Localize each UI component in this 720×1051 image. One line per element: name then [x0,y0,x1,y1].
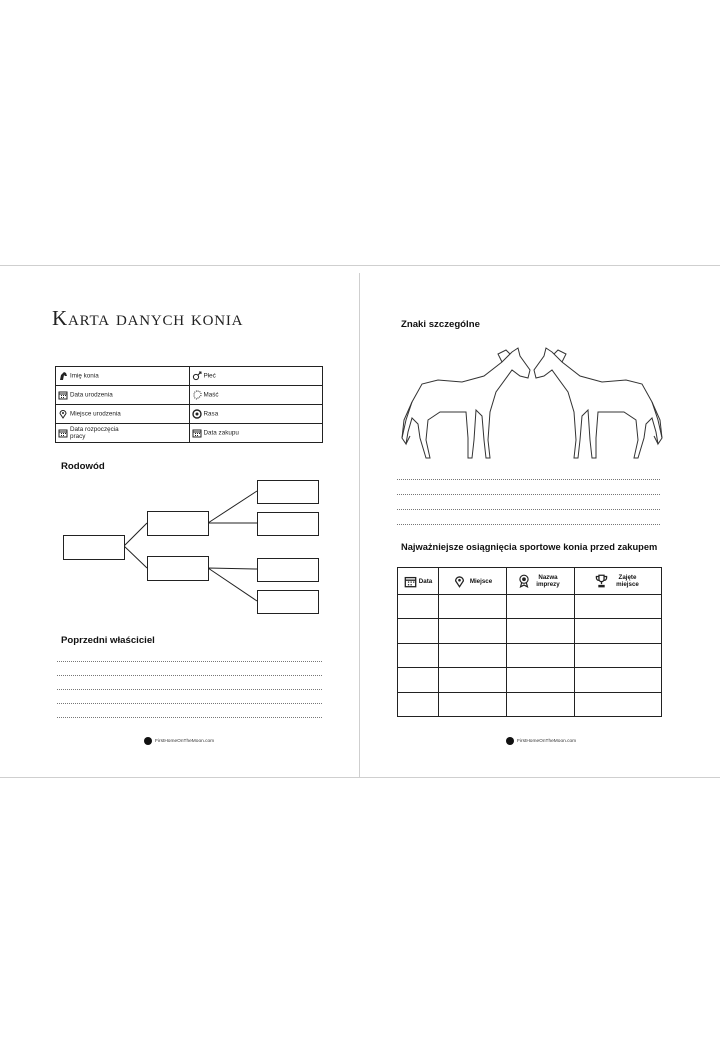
table-cell[interactable] [439,643,507,667]
calendar-icon [404,575,417,588]
info-cell-sex: Płeć [189,367,323,386]
info-cell-name: Imię konia [56,367,190,386]
writing-line[interactable] [57,703,322,704]
pedigree-box-horse[interactable] [63,535,125,560]
pedigree-connectors [0,0,360,780]
moon-logo-icon [144,737,152,745]
pedigree-box-dam-dam[interactable] [257,590,319,614]
table-cell[interactable] [398,668,439,692]
horses-illustration [392,340,672,466]
table-cell[interactable] [575,692,662,716]
marks-heading: Znaki szczególne [401,319,480,330]
table-cell[interactable] [575,619,662,643]
table-cell[interactable] [575,668,662,692]
table-cell[interactable] [507,692,575,716]
header-event: Nazwa imprezy [507,568,575,595]
table-cell[interactable] [439,668,507,692]
table-cell[interactable] [398,595,439,619]
table-cell[interactable] [439,692,507,716]
footer-logo: FirstHomeOnTheMoon.com [144,737,214,745]
location-pin-icon [453,574,466,589]
info-cell-birth-date: Data urodzenia [56,386,190,405]
info-cell-purchase-date: Data zakupu [189,424,323,443]
achievements-heading: Najważniejsze osiągnięcia sportowe konia przed zakupem [401,542,658,552]
moon-logo-icon [506,737,514,745]
pedigree-heading: Rodowód [61,461,105,472]
table-cell[interactable] [507,619,575,643]
header-place: Miejsce [439,568,507,595]
table-cell[interactable] [398,692,439,716]
page-title: Karta danych konia [52,306,244,330]
pedigree-box-sire[interactable] [147,511,209,536]
writing-line[interactable] [57,717,322,718]
footer-logo: FirstHomeOnTheMoon.com [506,737,576,745]
header-rank: Zajęte miejsce [575,568,662,595]
table-cell[interactable] [439,595,507,619]
table-cell[interactable] [439,619,507,643]
previous-owner-heading: Poprzedni właściciel [61,635,155,646]
achievements-table [397,567,662,717]
header-date: Data [398,568,439,595]
table-cell[interactable] [398,619,439,643]
pedigree-box-dam-sire[interactable] [257,558,319,582]
trophy-icon [595,574,608,588]
info-cell-breed: Rasa [189,405,323,424]
table-cell[interactable] [507,668,575,692]
pedigree-box-sire-sire[interactable] [257,480,319,504]
info-cell-work-start: Data rozpoczęcia pracy [56,424,190,443]
table-cell[interactable] [575,595,662,619]
medal-icon [518,574,530,588]
pedigree-box-dam[interactable] [147,556,209,581]
table-cell[interactable] [398,643,439,667]
pedigree-box-sire-dam[interactable] [257,512,319,536]
table-cell[interactable] [507,595,575,619]
writing-line[interactable] [397,509,660,510]
info-cell-coat: Maść [189,386,323,405]
writing-line[interactable] [397,494,660,495]
writing-line[interactable] [57,675,322,676]
writing-line[interactable] [397,479,660,480]
writing-line[interactable] [397,524,660,525]
table-cell[interactable] [575,643,662,667]
table-cell[interactable] [507,643,575,667]
writing-line[interactable] [57,661,322,662]
info-cell-birth-place: Miejsce urodzenia [56,405,190,424]
writing-line[interactable] [57,689,322,690]
